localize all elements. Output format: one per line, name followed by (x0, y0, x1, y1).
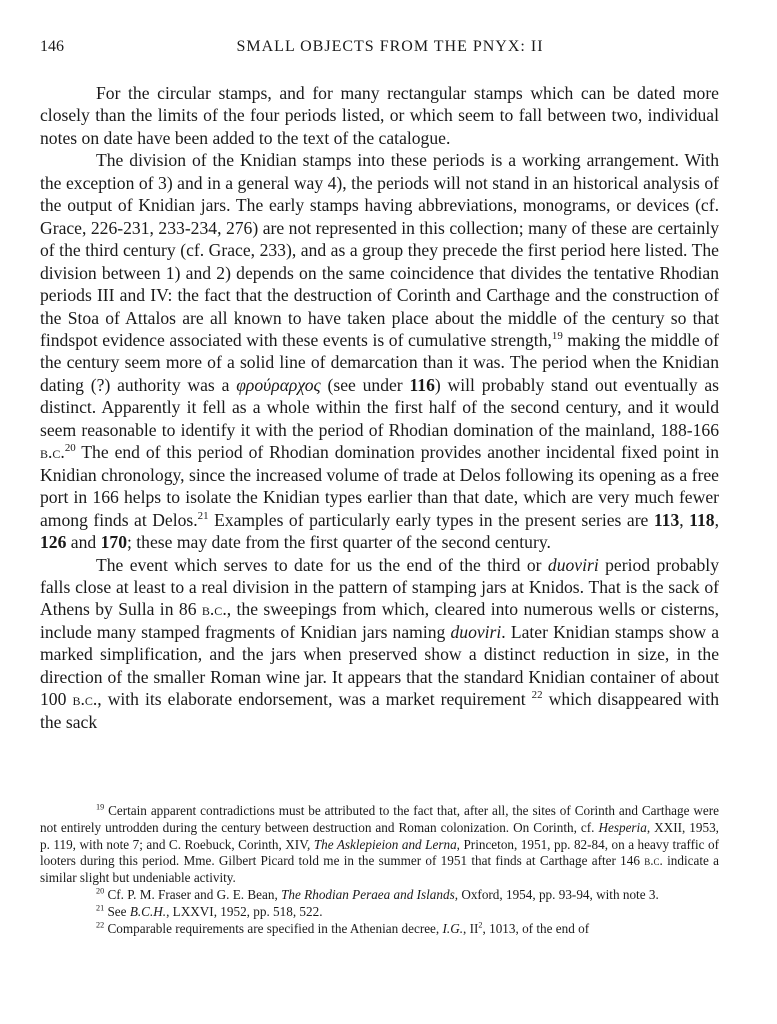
p2-text-7: and (66, 532, 101, 553)
book-title: The Rhodian Peraea and Islands (281, 886, 455, 902)
p3-text-4: . Later Knidian stamps show a marked simplification, and the jars when preserved show a distinct reduction in size, in the direction of the smaller Roman wine jar. It appears that the standard Knidian container of about 100 (40, 621, 719, 710)
footnote-ref-19: 19 (551, 330, 563, 343)
footnote-text: Comparable requirements are specified in the Athenian decree, (104, 920, 443, 936)
p2-text-4: ) will probably stand out eventually as distinct. Apparently it fell as a whole within the first half of the second century, and it would seem reasonable to identify it with the period of Rhodian domination of the mainland, 188-166 (40, 374, 720, 440)
footnote-text: See (104, 903, 130, 919)
p3-text-5: , with its elaborate endorsement, was a market requirement (97, 689, 532, 710)
duoviri-term: duoviri (450, 621, 502, 642)
p2-text-6: Examples of particularly early types in the present series are (208, 509, 654, 530)
running-title: SMALL OBJECTS FROM THE PNYX: II (236, 38, 544, 55)
footnote-ref-21: 21 (197, 509, 209, 522)
footnote-ref-20: 20 (64, 442, 76, 455)
inscription-corpus: I.G. (442, 920, 464, 936)
footnotes (40, 803, 719, 937)
duoviri-term: duoviri (547, 554, 599, 575)
edition-superscript: 2 (478, 920, 483, 930)
p2-text-1: The division of the Knidian stamps into these periods is a working arrangement. With the exception of 3) and in a general way 4), the periods will not stand in an historical analysis of the output of Knidian jars. The early stamps having abbreviations, monograms, or devices (cf. Grace, 226-231, 233-234, 276) are not represented in this collection; many of these are certainly of the third century (cf. Grace, 233), and as a group they precede the first period here listed. The division between 1) and 2) depends on the same coincidence that divides the tentative Rhodian periods III and IV: the fact that the destruction of Corinth and Carthage and the construction of the Stoa of Attalos are all known to have taken place about the middle of the century so that findspot evidence associated with these events is of cumulative strength, (40, 150, 719, 350)
p2-comma-1: , (679, 509, 690, 530)
paragraph-2 (40, 149, 719, 553)
paragraph-3 (40, 554, 719, 734)
p2-comma-2: , (714, 509, 719, 530)
p3-text-2: period probably falls close at least to a real division in the pattern of stamping jars at Knidos. That is the sack of Athens by Sulla in 86 (40, 554, 719, 620)
footnote-20 (40, 887, 719, 904)
footnote-text: , XXII, 1953, p. 119, with note 7; and C. Roebuck, Corinth, XIV, (40, 819, 719, 852)
footnote-ref-22: 22 (531, 689, 543, 702)
footnote-number: 21 (96, 903, 105, 913)
book-title: The Asklepieion and Lerna (313, 836, 457, 852)
footnote-number: 22 (96, 920, 105, 930)
era-abbr: b.c. (72, 689, 98, 710)
catalogue-ref-113: 113 (653, 509, 680, 530)
p2-text-3: (see under (320, 374, 410, 395)
footnote-text: Cf. P. M. Fraser and G. E. Bean, (104, 886, 282, 902)
p3-text-6: which disappeared with the sack (40, 689, 719, 732)
catalogue-ref-170: 170 (100, 532, 127, 553)
era-abbr: b.c. (40, 442, 65, 463)
footnote-number: 20 (96, 886, 105, 896)
page-header (40, 38, 740, 62)
page-number: 146 (40, 38, 64, 55)
footnote-19 (40, 803, 719, 887)
p2-text-5: The end of this period of Rhodian domination provides another incidental fixed point in Knidian chronology, since the increased volume of trade at Delos following its opening as a free port in 166 helps to isolate the Knidian types earlier than that date, which are very much fewer among finds at Delos. (40, 442, 719, 530)
footnote-21 (40, 904, 719, 921)
greek-term: φρούραρχος (236, 374, 321, 395)
catalogue-ref-126: 126 (40, 532, 67, 553)
main-text (40, 82, 719, 733)
footnote-text: , 1013, of the end of (482, 920, 590, 936)
footnote-text: , Oxford, 1954, pp. 93-94, with note 3. (454, 886, 659, 902)
p3-text-3: , the sweepings from which, cleared into numerous wells or cisterns, include many stamped fragments of Knidian jars naming (40, 599, 719, 642)
era-abbr: b.c. (201, 599, 227, 620)
p2-text-8: ; these may date from the first quarter of the second century. (126, 532, 551, 553)
p3-text-1: The event which serves to date for us the end of the third or (96, 554, 548, 575)
footnote-22 (40, 921, 719, 938)
journal-title: B.C.H. (129, 903, 167, 919)
footnote-text: , II (463, 920, 479, 936)
journal-title: Hesperia (598, 819, 647, 835)
catalogue-ref-118: 118 (689, 509, 715, 530)
footnote-text: , Princeton, 1951, pp. 82-84, on a heavy traffic of looters during this period. Mme. Gilbert Picard told me in the summer of 1951 that finds at Carthage after 146 (40, 836, 719, 869)
p2-text-2: making the middle of the century seem more of a solid line of demarcation than it was. The period when the Knidian dating (?) authority was a (40, 329, 719, 395)
footnote-text: , LXXVI, 1952, pp. 518, 522. (166, 903, 323, 919)
footnote-text: Certain apparent contradictions must be attributed to the fact that, after all, the sites of Corinth and Carthage were not entirely untrodden during the century between destruction and Roman colonization. On Corinth, cf. (40, 803, 719, 835)
footnote-number: 19 (96, 802, 105, 812)
era-abbr: b.c. (644, 853, 663, 869)
paragraph-1: For the circular stamps, and for many rectangular stamps which can be dated more closely than the limits of the four periods listed, or which seem to fall between two, individual notes on date have been added to the text of the catalogue. (40, 83, 719, 148)
footnote-text: indicate a similar slight but undeniable activity. (40, 853, 720, 886)
catalogue-ref-116: 116 (409, 374, 435, 395)
